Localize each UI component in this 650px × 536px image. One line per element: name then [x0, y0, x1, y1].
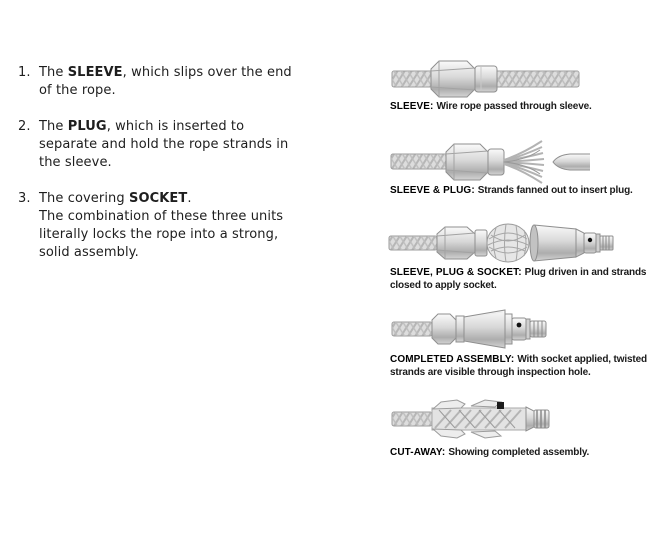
- figure-sleeve: [391, 57, 581, 101]
- item-text-segment: The: [39, 119, 68, 134]
- item-text-line: the sleeve.: [39, 155, 112, 170]
- sleeve-fitting: [446, 144, 504, 180]
- item-text-segment: , which is inserted to: [106, 119, 245, 134]
- item-text-line: separate and hold the rope strands in: [39, 137, 289, 152]
- sleeve-illustration: [391, 57, 581, 101]
- instruction-item-socket: [18, 190, 348, 262]
- caption-lead: SLEEVE & PLUG:: [390, 185, 475, 196]
- caption-lead: SLEEVE, PLUG & SOCKET:: [390, 267, 522, 278]
- sleeve-plug-caption: [390, 184, 648, 197]
- sleeve-plug-socket-caption: [390, 266, 648, 292]
- item-text-segment: The: [39, 65, 68, 80]
- plug: [553, 154, 590, 170]
- item-text: [39, 64, 348, 100]
- cutaway-notch: [497, 402, 504, 409]
- caption-text: Showing completed assembly.: [448, 447, 590, 458]
- cut-away-illustration: [391, 395, 551, 443]
- item-text: [39, 190, 348, 262]
- item-text-line: solid assembly.: [39, 245, 139, 260]
- item-number: 1.: [18, 65, 31, 80]
- socket: [464, 310, 546, 348]
- sleeve-fitting: [432, 314, 464, 344]
- figure-sleeve-plug: [390, 136, 590, 186]
- sleeve-plug-socket-illustration: [388, 219, 614, 267]
- socket: [530, 225, 613, 261]
- figure-cut-away: [391, 395, 551, 443]
- item-text-segment: .: [187, 191, 192, 206]
- sleeve-fitting: [431, 61, 497, 97]
- item-text-segment: , which slips over the end: [122, 65, 292, 80]
- caption-lead: CUT-AWAY:: [390, 447, 446, 458]
- item-text-line: of the rope.: [39, 83, 116, 98]
- instruction-list: [18, 64, 348, 280]
- completed-assembly-illustration: [391, 305, 551, 353]
- item-text-line: literally locks the rope into a strong,: [39, 227, 279, 242]
- caption-lead: SLEEVE:: [390, 101, 434, 112]
- caption-text: With socket applied, twisted: [517, 354, 647, 365]
- cut-away-caption: [390, 446, 648, 459]
- item-text-line: The combination of these three units: [39, 209, 284, 224]
- instruction-item-plug: [18, 118, 348, 172]
- cutaway-core: [432, 408, 526, 430]
- figure-completed-assembly: [391, 305, 551, 353]
- item-number: 3.: [18, 191, 31, 206]
- item-term: PLUG: [67, 119, 107, 134]
- item-text: [39, 118, 348, 172]
- caption-text-line2: closed to apply socket.: [390, 280, 497, 291]
- caption-text: Wire rope passed through sleeve.: [436, 101, 592, 112]
- wire-rope: [389, 236, 437, 250]
- wire-rope: [391, 154, 447, 169]
- inspection-hole: [588, 238, 592, 242]
- caption-lead: COMPLETED ASSEMBLY:: [390, 354, 515, 365]
- wire-rope: [392, 322, 432, 336]
- item-text-segment: The covering: [39, 191, 129, 206]
- threaded-stud: [526, 407, 549, 431]
- caption-text-line2: strands are visible through inspection hole.: [390, 367, 591, 378]
- figure-sleeve-plug-socket: [388, 219, 614, 267]
- caption-text: Strands fanned out to insert plug.: [477, 185, 633, 196]
- item-term: SLEEVE: [67, 65, 123, 80]
- wire-rope: [392, 412, 432, 426]
- item-number: 2.: [18, 119, 31, 134]
- completed-assembly-caption: [390, 353, 648, 379]
- closed-strands-bulb: [487, 224, 529, 262]
- inspection-hole: [517, 323, 522, 328]
- instruction-item-sleeve: [18, 64, 348, 100]
- caption-text: Plug driven in and strands: [524, 267, 647, 278]
- sleeve-plug-illustration: [390, 136, 590, 186]
- item-term: SOCKET: [128, 191, 188, 206]
- fanned-strands: [504, 141, 544, 183]
- sleeve-caption: [390, 100, 648, 113]
- sleeve-fitting: [437, 227, 487, 259]
